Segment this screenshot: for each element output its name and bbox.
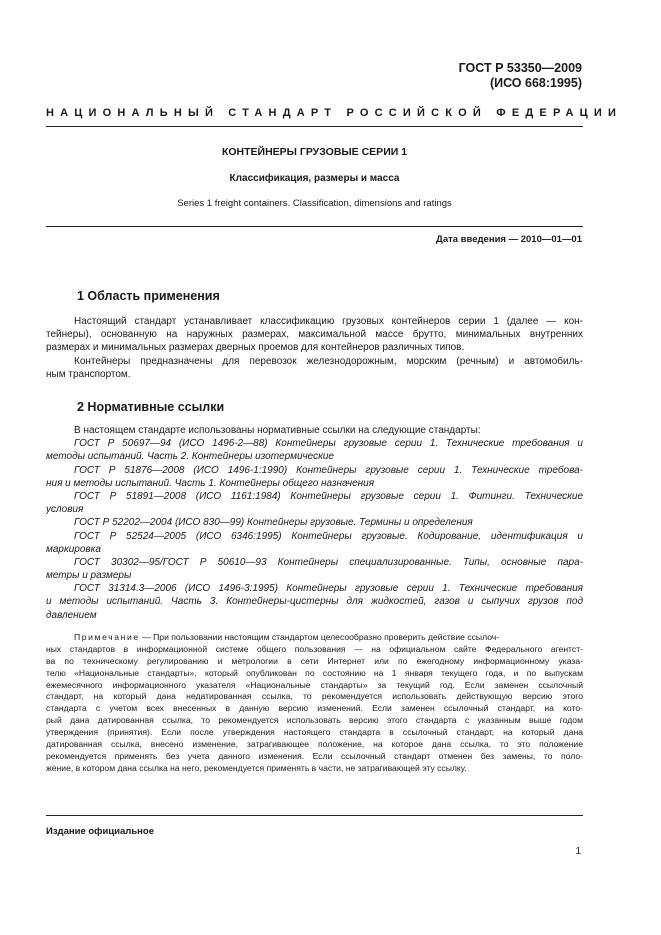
note-line: ных стандартов в информационной системе общего пользования — на официальном сайте Федерального агентст-	[46, 643, 583, 654]
paragraph-line: В настоящем стандарте использованы нормативные ссылки на следующие стандарты:	[74, 425, 481, 436]
reference-line: ГОСТ Р 51891—2008 (ИСО 1161:1984) Контейнеры грузовые серии 1. Фитинги. Технические	[74, 490, 583, 502]
national-standard-heading: НАЦИОНАЛЬНЫЙ СТАНДАРТ РОССИЙСКОЙ ФЕДЕРАЦИИ	[46, 107, 623, 119]
section-2-body	[46, 424, 583, 622]
reference-line: ГОСТ Р 51876—2008 (ИСО 1496-1:1990) Контейнеры грузовые серии 1. Технические требова-	[74, 464, 583, 476]
paragraph-line: тейнеры), основанную на наружных размерах, максимальной массе брутто, минимальных внутренних	[46, 329, 583, 341]
reference-line: ГОСТ Р 52202—2004 (ИСО 830—99) Контейнеры грузовые. Термины и определения	[74, 517, 473, 529]
note-block	[46, 632, 583, 775]
paragraph-line: размерах и минимальных размерах дверных проемов для контейнеров различных типов.	[46, 342, 465, 354]
reference-line: ГОСТ 31314.3—2006 (ИСО 1496-3:1995) Контейнеры грузовые серии 1. Технические требования	[74, 583, 583, 595]
header-rule	[46, 126, 583, 127]
official-edition-label: Издание официальное	[46, 826, 154, 837]
reference-line: маркировка	[46, 543, 101, 555]
paragraph-line: Контейнеры предназначены для перевозок железнодорожным, морским (речным) и автомобиль-	[74, 355, 583, 367]
standard-code-block	[459, 61, 582, 91]
note-line: жение, в котором дана ссылка на него, рекомендуется применять в части, не затрагивающей эту ссылку.	[46, 762, 467, 773]
reference-line: ГОСТ Р 52524—2005 (ИСО 6346:1995) Контейнеры грузовые. Кодирование, идентификация и	[74, 530, 583, 542]
note-line: телю «Национальные стандарты», который опубликован по состоянию на 1 января текущего года, и по выпускам	[46, 667, 583, 678]
document-subtitle: Классификация, размеры и масса	[229, 173, 400, 184]
note-line: рекомендуется применять без учета данного изменения. Если ссылочный стандарт отменен без замены, то поло-	[46, 750, 583, 761]
reference-line: метры и размеры	[46, 570, 132, 582]
introduction-date: Дата введения — 2010—01—01	[436, 234, 582, 245]
iso-code: (ИСО 668:1995)	[489, 76, 582, 90]
page-number: 1	[575, 846, 581, 857]
note-line: ва по техническому регулированию и метрологии в сети Интернет или по ежегодному информационному указа-	[46, 655, 583, 666]
section-2-heading: 2 Нормативные ссылки	[77, 400, 225, 414]
note-text: — При пользовании настоящим стандартом целесообразно проверить действие ссылоч-	[139, 632, 500, 642]
paragraph-line: Настоящий стандарт устанавливает классификацию грузовых контейнеров серии 1 (далее — кон-	[74, 316, 583, 327]
reference-line: ГОСТ 30302—95/ГОСТ Р 50610—93 Контейнеры специализированные. Типы, основные пара-	[74, 556, 583, 568]
note-label: Примечание	[74, 632, 140, 642]
note-line: стандарт, на который дана недатированная ссылка, то рекомендуется использовать действующую версию этого	[46, 691, 583, 702]
reference-line: ГОСТ Р 50697—94 (ИСО 1496-2—88) Контейнеры грузовые серии 1. Технические требования и	[74, 438, 583, 450]
reference-line: условия	[46, 504, 84, 516]
note-line: стандарта с учетом всех внесенных в данную версию изменений. Если заменен ссылочный стандарт, на кото-	[46, 703, 583, 714]
reference-line: методы испытаний. Часть 2. Контейнеры изотермические	[46, 451, 334, 463]
note-line: ежемесячного информационного указателя «Национальные стандарты» за текущий год. Если заменен ссылочный	[46, 679, 583, 690]
note-line	[46, 632, 583, 644]
english-title: Series 1 freight containers. Classification, dimensions and ratings	[177, 198, 452, 209]
standard-code: ГОСТ Р 53350—2009	[458, 61, 582, 75]
note-line: утверждения (принятия). Если после утверждения настоящего стандарта в ссылочный стандарт, на который дана	[46, 727, 583, 738]
document-title: КОНТЕЙНЕРЫ ГРУЗОВЫЕ СЕРИИ 1	[221, 146, 408, 158]
section-1-heading: 1 Область применения	[77, 289, 220, 303]
reference-line: и методы испытаний. Часть 3. Контейнеры-цистерны для жидкостей, газов и сыпучих грузов под	[46, 596, 583, 608]
reference-line: ния и методы испытаний. Часть 1. Контейнеры общего назначения	[46, 477, 375, 489]
footer-rule	[46, 815, 583, 816]
note-line: рый дана датированная ссылка, то рекомендуется использовать версию этого стандарта с указанным выше годом	[46, 715, 583, 726]
reference-line: давлением	[46, 609, 97, 621]
note-line: датированная ссылка, внесено изменение, затрагивающее положение, на которое дана ссылка, то это положение	[46, 739, 583, 750]
title-rule	[46, 226, 583, 227]
paragraph-line: ным транспортом.	[46, 368, 131, 380]
section-1-body	[46, 315, 583, 381]
